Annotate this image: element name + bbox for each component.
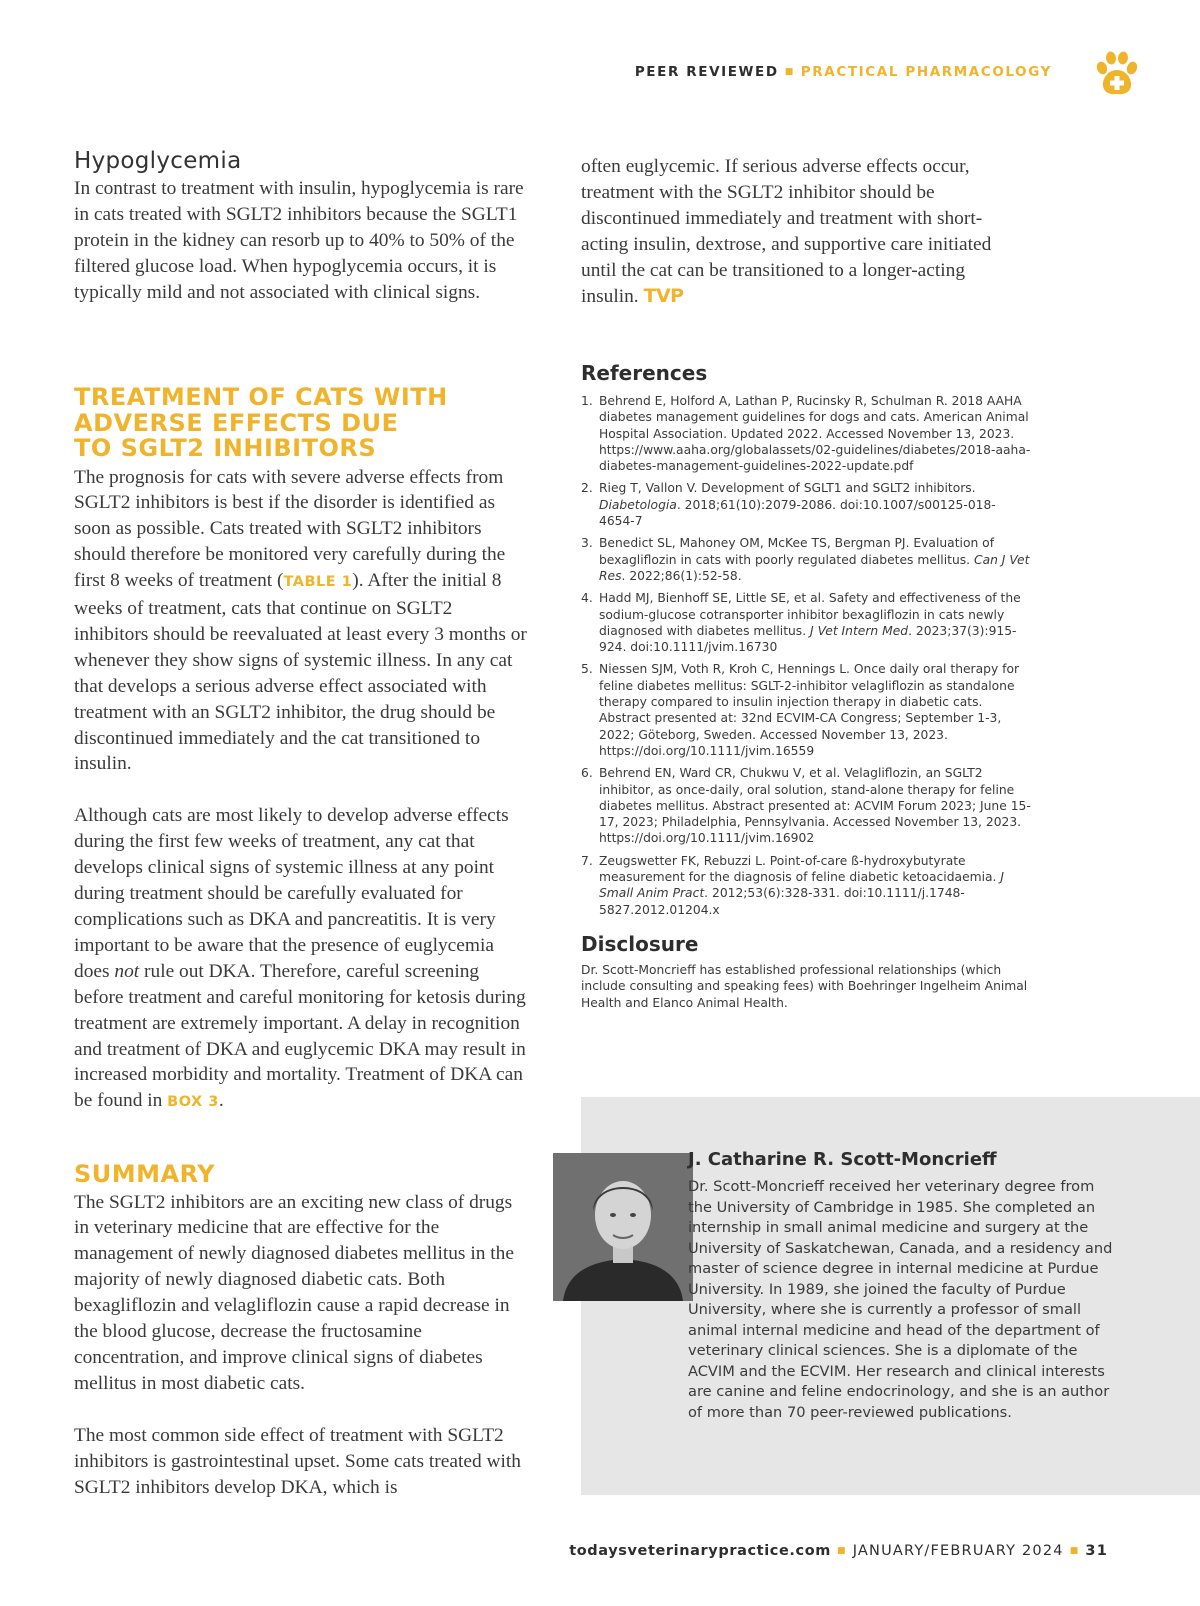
reference-text: Benedict SL, Mahoney OM, McKee TS, Bergman PJ. Evaluation of bexagliflozin in cats with poorly regulated diabetes mellitus. bbox=[599, 536, 995, 567]
footer-separator-1: ■ bbox=[836, 1546, 847, 1556]
reference-item bbox=[581, 661, 1031, 759]
text-run: often euglycemic. If serious adverse effects occur, treatment with the SGLT2 inhibitor should be discontinued immediately and treatment with short-acting insulin, dextrose, and supportive care initiated until the cat can be transitioned to a longer-acting insulin. bbox=[581, 156, 992, 307]
header-separator: ■ bbox=[784, 67, 795, 77]
running-header bbox=[635, 64, 1052, 80]
hypoglycemia-heading: Hypoglycemia bbox=[74, 148, 242, 174]
tvp-end-mark: TVP bbox=[643, 284, 684, 307]
reference-journal: Can J Vet Res bbox=[599, 552, 1030, 583]
text-run: Although cats are most likely to develop adverse effects during the first few weeks of treatment, any cat that develops clinical signs of systemic illness at any point during treatment should be carefully evaluated for complications such as DKA and pancreatitis. It is very important to be aware that the presence of euglycemia does bbox=[74, 805, 509, 982]
website-link[interactable]: todaysveterinarypractice.com bbox=[569, 1543, 831, 1559]
reference-item bbox=[581, 590, 1031, 655]
reference-item bbox=[581, 853, 1031, 918]
treatment-heading-line-2: ADVERSE EFFECTS DUE bbox=[74, 408, 399, 437]
page-number: 31 bbox=[1085, 1543, 1108, 1559]
continuation-paragraph bbox=[581, 154, 1021, 309]
emphasis-not: not bbox=[114, 960, 140, 982]
text-run: ). After the initial 8 weeks of treatment, cats that continue on SGLT2 inhibitors should be reevaluated at least every 3 months or whenever they show signs of systemic illness. In any cat that develops a serious adverse effect associated with treatment with an SGLT2 inhibitor, the drug should be discontinued immediately and the cat transitioned to insulin. bbox=[74, 570, 527, 775]
reference-item bbox=[581, 480, 1031, 529]
reference-text: Niessen SJM, Voth R, Kroh C, Hennings L. Once daily oral therapy for feline diabetes mellitus: SGLT-2-inhibitor velagliflozin as standalone therapy compared to insulin injection therapy in diabetic cats. Abstract presented at: 32nd ECVIM-CA Congress; September 1-3, 2022; Göteborg, Sweden. Accessed November 13, 2023. https://doi.org/10.1111/jvim.16559 bbox=[599, 662, 1020, 758]
reference-text: Zeugswetter FK, Rebuzzi L. Point-of-care ß-hydroxybutyrate measurement for the diagnosis of feline diabetic ketoacidaemia. bbox=[599, 853, 1001, 885]
reference-citation: . 2018;61(10):2079-2086. doi:10.1007/s00125-018-4654-7 bbox=[599, 497, 996, 529]
reference-journal: J Small Anim Pract bbox=[599, 870, 1005, 901]
disclosure-heading: Disclosure bbox=[581, 932, 699, 956]
summary-heading: SUMMARY bbox=[74, 1160, 216, 1188]
reference-item bbox=[581, 535, 1031, 584]
reference-text: Behrend E, Holford A, Lathan P, Rucinsky R, Schulman R. 2018 AAHA diabetes management guidelines for dogs and cats. American Animal Hospital Association. Updated 2022. Accessed November 13, 2023. https://www.aaha.org/globalassets/02-guidelines/diabetes/2018-aaha-diabetes-management-guidelines-2022-update.pdf bbox=[599, 394, 1031, 474]
disclosure-section bbox=[581, 932, 1031, 1011]
reference-number: 3. bbox=[581, 536, 593, 551]
treatment-section bbox=[74, 385, 529, 1116]
reference-item bbox=[581, 393, 1031, 474]
author-portrait-icon bbox=[553, 1153, 693, 1301]
reference-journal: Diabetologia bbox=[599, 497, 677, 512]
text-run: rule out DKA. Therefore, careful screening before treatment and careful monitoring for ketosis during treatment are extremely important. A delay in recognition and treatment of DKA and euglycemic DKA may result in increased morbidity and mortality. Treatment of DKA can be found in bbox=[74, 960, 526, 1112]
summary-section bbox=[74, 1162, 529, 1500]
text-run: The prognosis for cats with severe adverse effects from SGLT2 inhibitors is best if the disorder is identified as soon as possible. Cats treated with SGLT2 inhibitors should therefore be monitored very carefully during the first 8 weeks of treatment ( bbox=[74, 466, 506, 592]
reference-number: 1. bbox=[581, 394, 593, 408]
section-label: PRACTICAL PHARMACOLOGY bbox=[800, 64, 1052, 80]
treatment-paragraph-2 bbox=[74, 803, 529, 1116]
references-section bbox=[581, 361, 1031, 924]
treatment-heading-line-3: TO SGLT2 INHIBITORS bbox=[74, 434, 377, 462]
references-heading: References bbox=[581, 361, 708, 385]
page-footer bbox=[569, 1543, 1108, 1559]
reference-journal: J Vet Intern Med bbox=[810, 623, 909, 638]
disclosure-text: Dr. Scott-Moncrieff has established professional relationships (which include consulting and speaking fees) with Boehringer Ingelheim Animal Health and Elanco Animal Health. bbox=[581, 963, 1028, 1010]
paw-cross-icon bbox=[1093, 50, 1141, 98]
reference-number: 7. bbox=[581, 853, 593, 868]
treatment-paragraph-1 bbox=[74, 465, 529, 778]
reference-item bbox=[581, 765, 1031, 846]
reference-number: 4. bbox=[581, 591, 593, 606]
table-1-link[interactable]: TABLE 1 bbox=[283, 574, 353, 591]
author-name: J. Catharine R. Scott-Moncrieff bbox=[688, 1149, 997, 1170]
reference-text: Behrend EN, Ward CR, Chukwu V, et al. Velagliflozin, an SGLT2 inhibitor, as once-daily, oral solution, stand-alone therapy for feline diabetes mellitus. Abstract presented at: ACVIM Forum 2023; June 15-17, 2023; Philadelphia, Pennsylvania. Accessed November 13, 2023. https://doi.org/10.1111/jvim.16902 bbox=[599, 766, 1031, 846]
reference-text: Hadd MJ, Bienhoff SE, Little SE, et al. Safety and effectiveness of the sodium-glucose cotransporter inhibitor bexagliflozin in cats newly diagnosed with diabetes mellitus. bbox=[599, 591, 1021, 638]
summary-paragraph-1: The SGLT2 inhibitors are an exciting new class of drugs in veterinary medicine that are effective for the management of newly diagnosed diabetes mellitus in the majority of newly diagnosed diabetic cats. Both bexagliflozin and velagliflozin cause a rapid decrease in the blood glucose, decrease the fructosamine concentration, and improve clinical signs of diabetes mellitus in most diabetic cats. bbox=[74, 1191, 514, 1394]
box-3-link[interactable]: BOX 3 bbox=[167, 1094, 219, 1111]
text-run: . bbox=[218, 1090, 224, 1112]
treatment-heading bbox=[74, 385, 529, 462]
author-bio-text: Dr. Scott-Moncrieff received her veterinary degree from the University of Cambridge in 1985. She completed an internship in small animal medicine and surgery at the University of Saskatchewan, Canada, and a residency and master of science degree in internal medicine at Purdue University. In 1989, she joined the faculty of Purdue University, where she is currently a professor of small animal internal medicine and head of the department of veterinary clinical sciences. She is a diplomate of the ACVIM and the ECVIM. Her research and clinical interests are canine and feline endocrinology, and she is an author of more than 70 peer-reviewed publications. bbox=[688, 1178, 1113, 1421]
hypoglycemia-section bbox=[74, 148, 529, 306]
issue-date: JANUARY/FEBRUARY 2024 bbox=[852, 1543, 1064, 1559]
reference-citation: . 2022;86(1):52-58. bbox=[621, 568, 742, 583]
reference-citation: . 2023;37(3):915-924. doi:10.1111/jvim.16730 bbox=[599, 623, 1017, 655]
reference-number: 6. bbox=[581, 766, 593, 781]
reference-citation: . 2012;53(6):328-331. doi:10.1111/j.1748-5827.2012.01204.x bbox=[599, 886, 965, 917]
references-list bbox=[581, 393, 1031, 918]
peer-reviewed-label: PEER REVIEWED bbox=[634, 64, 779, 80]
hypoglycemia-paragraph: In contrast to treatment with insulin, hypoglycemia is rare in cats treated with SGLT2 inhibitors because the SGLT1 protein in the kidney can resorb up to 40% to 50% of the filtered glucose load. When hypoglycemia occurs, it is typically mild and not associated with clinical signs. bbox=[74, 178, 524, 303]
reference-number: 5. bbox=[581, 662, 593, 677]
reference-number: 2. bbox=[581, 481, 593, 496]
reference-text: Rieg T, Vallon V. Development of SGLT1 and SGLT2 inhibitors. bbox=[599, 481, 976, 496]
treatment-heading-line-1: TREATMENT OF CATS WITH bbox=[74, 383, 448, 411]
footer-separator-2: ■ bbox=[1069, 1546, 1080, 1556]
summary-paragraph-2: The most common side effect of treatment with SGLT2 inhibitors is gastrointestinal upset. Some cats treated with SGLT2 inhibitors develop DKA, which is bbox=[74, 1424, 521, 1498]
